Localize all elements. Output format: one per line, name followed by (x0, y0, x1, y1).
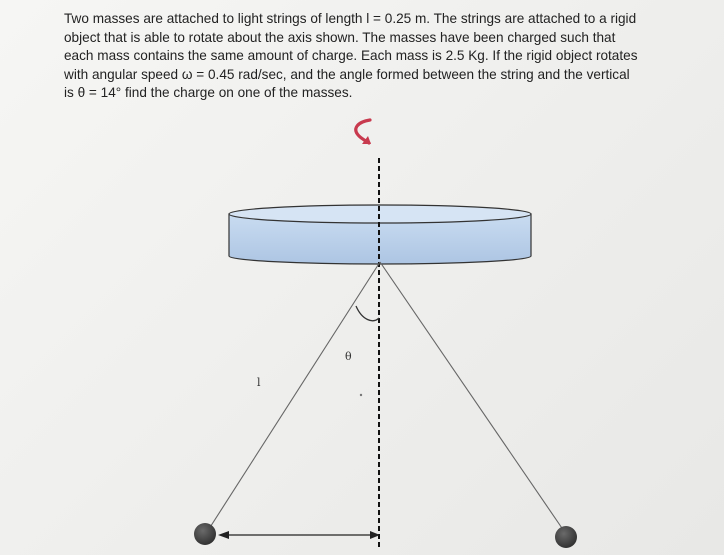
problem-line: Two masses are attached to light strings of length l = 0.25 m. The strings are attached to a rigid (64, 11, 637, 26)
problem-line: object that is able to rotate about the axis shown. The masses have been charged such that (64, 29, 616, 45)
problem-line: each mass contains the same amount of charge. Each mass is 2.5 Kg. If the rigid object rotates (64, 48, 638, 64)
left-string (207, 262, 380, 532)
stray-dot (360, 394, 362, 396)
angle-label: θ (345, 350, 352, 363)
problem-line: is θ = 14° find the charge on one of the masses. (64, 85, 353, 101)
left-mass (194, 523, 216, 545)
right-string (380, 262, 566, 534)
right-mass (555, 526, 577, 548)
distance-arrow (218, 531, 380, 539)
rigid-disk (229, 205, 531, 264)
angle-arc (356, 306, 379, 321)
rotation-arrow-icon (356, 120, 371, 144)
length-label: l (257, 376, 261, 389)
problem-line: with angular speed ω = 0.45 rad/sec, and the angle formed between the string and the vertical (64, 66, 630, 82)
